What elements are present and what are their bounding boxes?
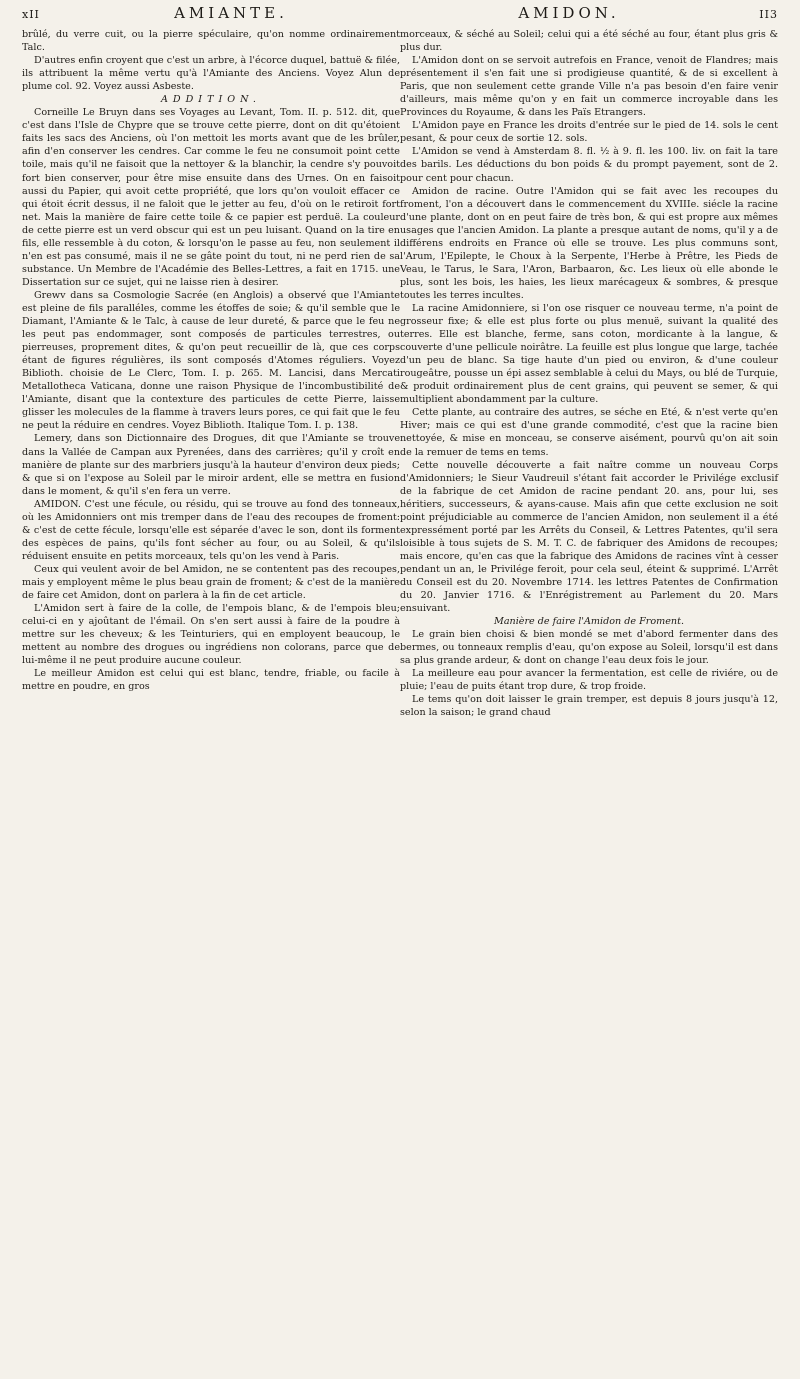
paragraph: Ceux qui veulent avoir de bel Amidon, ne se contentent pas des recoupes, mais y employent même le plus beau grain de froment; & c'est de la manière de faire cet Amidon, dont on parlera à la fin de cet article.: [22, 563, 400, 602]
entry-amidon: AMIDON. C'est une fécule, ou résidu, qui se trouve au fond des tonneaux, où les Amidonniers ont mis tremper dans de l'eau des recoupes de froment: & c'est de cette fécule, lorsqu'elle est séparée d'avec le son, dont ils forment des espèces de pains, qu'ils font sécher au four, ou au Soleil, & qu'ils réduisent ensuite en petits morceaux, tels qu'on les vend à Paris.: [22, 498, 400, 562]
paragraph: Lemery, dans son Dictionnaire des Drogues, dit que l'Amiante se trouve dans la Vallée de Campan aux Pyrenées, dans des carrières; qu'il y croît en manière de plante sur des marbriers jusqu'à la hauteur d'environ deux pieds; & que si on l'expose au Soleil par le miroir ardent, elle se mettra en fusion dans le moment, & qu'il s'en fera un verre.: [22, 433, 400, 497]
left-running-title: AMIANTE.: [174, 4, 288, 22]
paragraph: Cette nouvelle découverte a fait naître comme un nouveau Corps d'Amidonniers; le Sieur Vaudreuil s'étant fait accorder le Privilége exclusif de la fabrique de cet Amidon de racine pendant 20. ans, pour lui, ses héritiers, successeurs, & ayans-cause. Mais afin que cette exclusion ne soit point préjudiciable au commerce de l'ancien Amidon, non seulement il a été expressément porté par les Arrêts du Conseil, & Lettres Patentes, qu'il sera loisible à tous sujets de S. M. T. C. de fabriquer des Amidons de recoupes; mais encore, qu'en cas que la fabrique des Amidons de racines vînt à cesser pendant un an, le Privilége feroit, pour cela seul, éteint & supprimé. L'Arrêt du Conseil est du 20. Novembre 1714. les lettres Patentes de Confirmation du 20. Janvier 1716. & l'Enrégistrement au Parlement du 20. Mars ensuivant.: [400, 459, 778, 615]
paragraph: Le meilleur Amidon est celui qui est blanc, tendre, friable, ou facile à mettre en poudre, en gros: [22, 668, 400, 693]
paragraph: L'Amidon se vend à Amsterdam 8. fl. ½ à 9. fl. les 100. liv. on fait la tare des barils. Les déductions du bon poids & du prompt payement, sont de 2. pour cent pour chacun.: [400, 146, 778, 184]
text-columns: [22, 28, 778, 719]
paragraph: D'autres enfin croyent que c'est un arbre, à l'écorce duquel, battuë & filée, ils attribuent la même vertu qu'à l'Amiante des Anciens. Voyez Alun de plume col. 92. Voyez aussi Asbeste.: [22, 55, 400, 93]
left-header: [22, 4, 400, 22]
paragraph: brûlé, du verre cuit, ou la pierre spéculaire, qu'on nomme ordinairement Talc.: [22, 29, 400, 54]
paragraph: Le grain bien choisi & bien mondé se met d'abord fermenter dans des bermes, ou tonneaux remplis d'eau, qu'on expose au Soleil, lorsqu'il est dans sa plus grande ardeur, & dont on change l'eau deux fois le jour.: [400, 629, 778, 667]
right-page-number: II3: [759, 8, 778, 21]
paragraph: L'Amidon paye en France les droits d'entrée sur le pied de 14. sols le cent pesant, & pour ceux de sortie 12. sols.: [400, 120, 778, 145]
right-running-title: AMIDON.: [518, 4, 620, 22]
paragraph: L'Amidon sert à faire de la colle, de l'empois blanc, & de l'empois bleu; celui-ci en y ajoûtant de l'émail. On s'en sert aussi à faire de la poudre à mettre sur les cheveux; & les Teinturiers, qui en employent beaucoup, le mettent au nombre des drogues ou ingrédiens non colorans, parce que de lui-même il ne peut produire aucune couleur.: [22, 603, 400, 667]
addition-heading: ADDITION.: [161, 94, 261, 106]
paragraph: morceaux, & séché au Soleil; celui qui a été séché au four, étant plus gris & plus dur.: [400, 29, 778, 54]
paragraph: Grewv dans sa Cosmologie Sacrée (en Anglois) a observé que l'Amiante est pleine de fils paralléles, comme les étoffes de soie; & qu'il semble que le Diamant, l'Amiante & le Talc, à cause de leur dureté, & parce que le feu ne les peut pas endommager, sont composés de particules terrestres, ou pierreuses, proprement dites, & qu'on peut recueillir de là, que ces corps étant de figures régulières, ils sont composés d'Atomes réguliers. Voyez Biblioth. choisie de Le Clerc, Tom. I. p. 265. M. Lancisi, dans Mercati Metallotheca Vaticana, donne une raison Physique de l'incombustibilité de l'Amiante, disant que la contexture des particules de cette Pierre, laisse glisser les molecules de la flamme à travers leurs pores, ce qui fait que le feu ne peut la réduire en cendres. Voyez Biblioth. Italique Tom. I. p. 138.: [22, 289, 400, 432]
right-column: [400, 28, 778, 719]
paragraph: Corneille Le Bruyn dans ses Voyages au Levant, Tom. II. p. 512. dit, que c'est dans l'Isle de Chypre que se trouve cette pierre, dont on dit qu'étoient faits les sacs des Anciens, où l'on mettoit les morts avant que de les brûler, afin d'en conserver les cendres. Car comme le feu ne consumoit point cette toile, mais qu'il ne faisoit que la nettoyer & la blanchir, la cendre s'y pouvoit fort bien conserver, pour être mise ensuite dans des Urnes. On en faisoit aussi du Papier, qui avoit cette propriété, que lors qu'on vouloit effacer ce qui étoit écrit dessus, il ne faloit que le jetter au feu, d'où on le retiroit fort net. Mais la manière de faire cette toile & ce papier est perduë. La couleur de cette pierre est un verd obscur qui est un peu luisant. Quand on la tire en fils, elle ressemble à du coton, & lorsqu'on le passe au feu, non seulement il n'en est pas consumé, mais il ne se gâte point du tout, ni ne perd rien de sa substance. Un Membre de l'Académie des Belles-Lettres, a fait en 1715. une Dissertation sur ce sujet, qui ne laisse rien à desirer.: [22, 107, 400, 288]
left-page-number: xII: [22, 8, 40, 21]
paragraph: L'Amidon dont on se servoit autrefois en France, venoit de Flandres; mais présentement il s'en fait une si prodigieuse quantité, & de si excellent à Paris, que non seulement cette grande Ville n'a pas besoin d'en faire venir d'ailleurs, mais même qu'on y en fait un commerce incroyable dans les Provinces du Royaume, & dans les Païs Etrangers.: [400, 55, 778, 119]
paragraph: Le tems qu'on doit laisser le grain tremper, est depuis 8 jours jusqu'à 12, selon la saison; le grand chaud: [400, 694, 778, 719]
paragraph: Cette plante, au contraire des autres, se séche en Eté, & n'est verte qu'en Hiver; mais ce qui est d'une grande commodité, c'est que la racine bien nettoyée, & mise en monceau, se conserve aisément, pourvû qu'on ait soin de la remuer de tems en tems.: [400, 407, 778, 458]
left-column: [22, 28, 400, 719]
entry-amidon-de-racine: Amidon de racine. Outre l'Amidon qui se fait avec les recoupes du froment, l'on a découvert dans le commencement du XVIIIe. siécle la racine d'une plante, dont on en peut faire de très bon, & qui est propre aux mêmes usages que l'ancien Amidon. La plante a presque autant de noms, qu'il y a de différens endroits en France où elle se trouve. Les plus communs sont, l'Arum, l'Epilepte, le Choux à la Serpente, l'Herbe à Prêtre, les Pieds de Veau, le Tarus, le Sara, l'Aron, Barbaaron, &c. Les lieux où elle abonde le plus, sont les bois, les haies, les lieux marécageux & sombres, & presque toutes les terres incultes.: [400, 185, 778, 301]
paragraph: La meilleure eau pour avancer la fermentation, est celle de riviére, ou de pluie; l'eau de puits étant trop dure, & trop froide.: [400, 668, 778, 693]
right-header: [400, 4, 778, 22]
paragraph: La racine Amidonniere, si l'on ose risquer ce nouveau terme, n'a point de grosseur fixe; & elle est plus forte ou plus menuë, suivant la qualité des terres. Elle est blanche, ferme, sans coton, mordicante à la langue, & couverte d'une pellicule noirâtre. La feuille est plus longue que large, tachée d'un peu de blanc. Sa tige haute d'un pied ou environ, & d'une couleur rougeâtre, pousse un épi assez semblable à celui du Mays, ou blé de Turquie, & produit ordinairement plus de cent grains, qui peuvent se semer, & qui multiplient abondamment par la culture.: [400, 302, 778, 406]
section-subheading: Manière de faire l'Amidon de Froment.: [494, 616, 684, 628]
running-header: [22, 4, 778, 28]
